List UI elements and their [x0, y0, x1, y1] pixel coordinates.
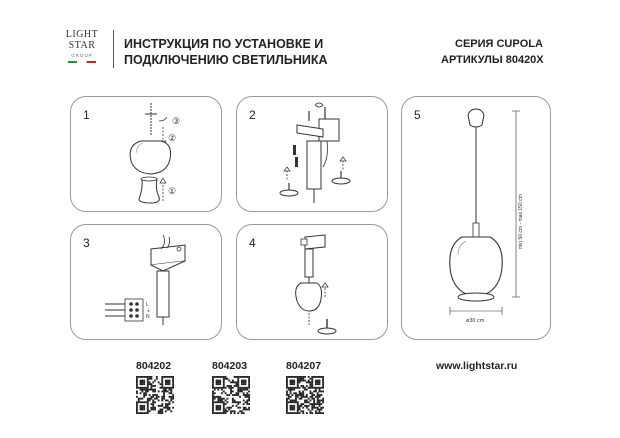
series-name: СЕРИЯ CUPOLA	[455, 38, 543, 50]
brand-line2: STAR	[68, 40, 96, 51]
step-number: 4	[249, 236, 256, 250]
marker-2: ②	[168, 133, 177, 143]
step2-illustration	[237, 97, 387, 211]
step-panel-5	[401, 96, 551, 340]
brand-line1: LIGHT	[65, 29, 99, 40]
step-panel-1	[70, 96, 222, 212]
step-number: 3	[83, 236, 90, 250]
step-panel-3	[70, 224, 222, 340]
qr-code-804202[interactable]	[136, 376, 174, 414]
terminal-letter-ground: ⏚	[146, 308, 152, 314]
step-panel-2	[236, 96, 388, 212]
article-code-1: 804202	[136, 360, 172, 372]
step3-illustration	[71, 225, 221, 339]
height-dimension-label: min 50 cm - max 150 cm	[518, 194, 524, 249]
header-divider	[113, 30, 114, 68]
marker-1: ①	[168, 186, 177, 196]
article-code-2: 804203	[212, 360, 248, 372]
width-dimension-label: ø30 cm	[466, 318, 485, 324]
website-link[interactable]: www.lightstar.ru	[436, 360, 518, 372]
qr-code-804203[interactable]	[212, 376, 250, 414]
italian-flag-stripe	[68, 61, 96, 63]
step-number: 1	[83, 108, 90, 122]
title-line2: ПОДКЛЮЧЕНИЮ СВЕТИЛЬНИКА	[124, 53, 328, 67]
marker-3: ③	[172, 116, 181, 126]
step-panel-4	[236, 224, 388, 340]
page-title	[124, 36, 328, 68]
article-code-3: 804207	[286, 360, 322, 372]
step-number: 2	[249, 108, 256, 122]
terminal-letter-l: L	[146, 302, 149, 308]
title-line1: ИНСТРУКЦИЯ ПО УСТАНОВКЕ И	[124, 37, 324, 51]
brand-logo	[62, 30, 102, 63]
article-numbers: АРТИКУЛЫ 80420X	[441, 54, 544, 66]
qr-code-804207[interactable]	[286, 376, 324, 414]
step-number: 5	[414, 108, 421, 122]
step4-illustration	[237, 225, 387, 339]
step5-illustration	[402, 97, 550, 339]
terminal-letter-n: N	[146, 314, 150, 320]
brand-line3: GROUP	[71, 53, 93, 58]
step1-illustration	[71, 97, 221, 211]
series-info	[441, 36, 544, 68]
